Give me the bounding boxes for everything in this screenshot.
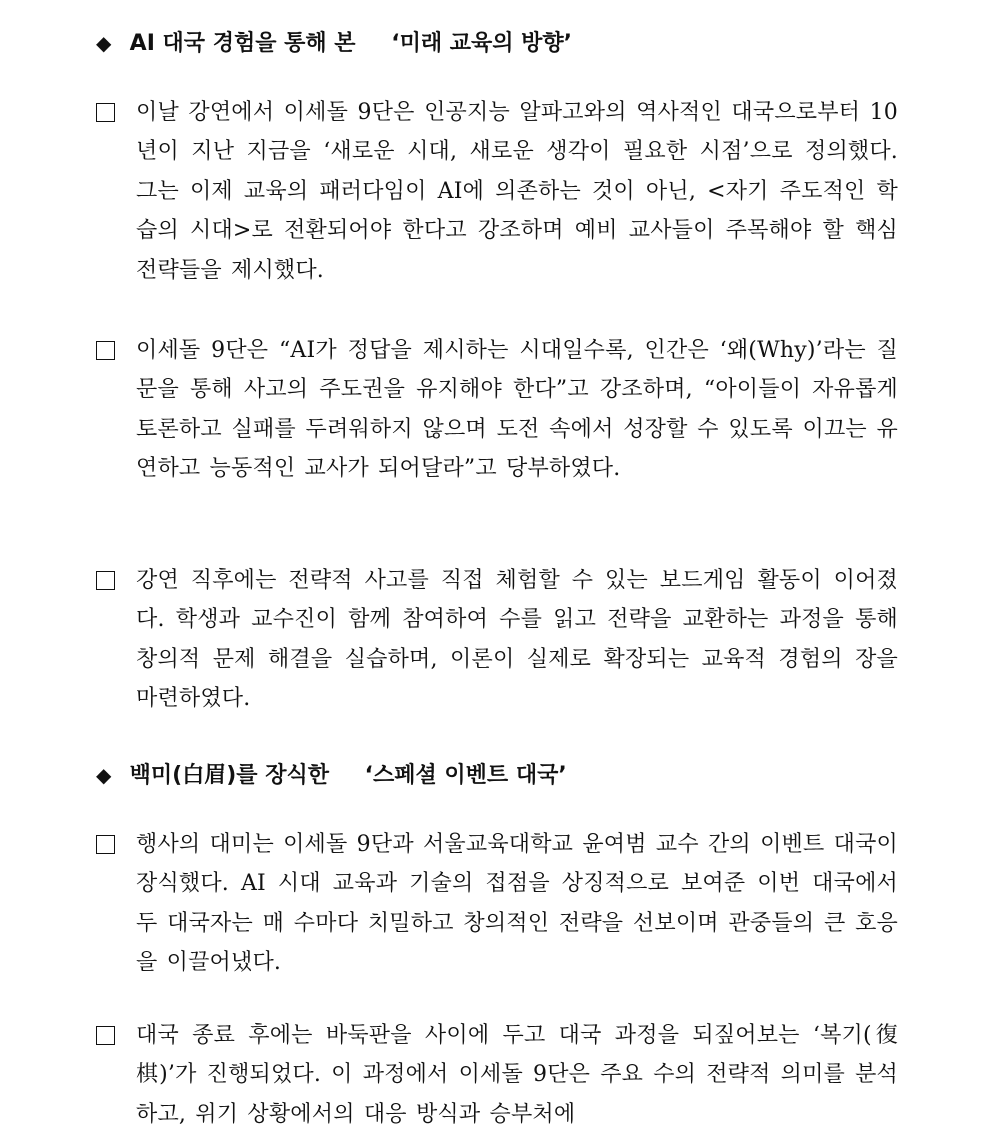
paragraph-text: 행사의 대미는 이세돌 9단과 서울교육대학교 윤여범 교수 간의 이벤트 대국이 장식했다. AI 시대 교육과 기술의 접점을 상징적으로 보여준 이번 대국에서 두 대국자는 매 수마다 치밀하고 창의적인 전략을 선보이며 관중들의 큰 호응을 이끌어냈다. <box>136 832 898 976</box>
heading-quote: ‘스페셜 이벤트 대국’ <box>364 763 567 788</box>
diamond-bullet-icon: ◆ <box>96 31 112 55</box>
paragraph-board-game <box>96 561 898 719</box>
checkbox-bullet-icon <box>96 835 115 854</box>
section-heading-ai-education <box>96 28 572 59</box>
paragraph-game-review <box>96 1016 898 1134</box>
paragraph-text: 이날 강연에서 이세돌 9단은 인공지능 알파고와의 역사적인 대국으로부터 10년이 지난 지금을 ‘새로운 시대, 새로운 생각이 필요한 시점’으로 정의했다. 그는 이제 교육의 패러다임이 AI에 의존하는 것이 아닌, <자기 주도적인 학습의 시대>로 전환되어야 한다고 강조하며 예비 교사들이 주목해야 할 핵심 전략들을 제시했다. <box>136 100 898 283</box>
checkbox-bullet-icon <box>96 571 115 590</box>
checkbox-bullet-icon <box>96 103 115 122</box>
heading-title: AI 대국 경험을 통해 본 <box>129 31 356 56</box>
checkbox-bullet-icon <box>96 1026 115 1045</box>
paragraph-text: 강연 직후에는 전략적 사고를 직접 체험할 수 있는 보드게임 활동이 이어졌다. 학생과 교수진이 함께 참여하여 수를 읽고 전략을 교환하는 과정을 통해 창의적 문제 해결을 실습하며, 이론이 실제로 확장되는 교육적 경험의 장을 마련하였다. <box>136 568 898 712</box>
checkbox-bullet-icon <box>96 341 115 360</box>
paragraph-why-question <box>96 331 898 489</box>
paragraph-text: 이세돌 9단은 “AI가 정답을 제시하는 시대일수록, 인간은 ‘왜(Why)’라는 질문을 통해 사고의 주도권을 유지해야 한다”고 강조하며, “아이들이 자유롭게 토론하고 실패를 두려워하지 않으며 도전 속에서 성장할 수 있도록 이끄는 유연하고 능동적인 교사가 되어달라”고 당부하였다. <box>136 338 898 482</box>
paragraph-event-match <box>96 825 898 983</box>
heading-title: 백미(白眉)를 장식한 <box>129 763 329 788</box>
paragraph-text: 대국 종료 후에는 바둑판을 사이에 두고 대국 과정을 되짚어보는 ‘복기(復棋)’가 진행되었다. 이 과정에서 이세돌 9단은 주요 수의 전략적 의미를 분석하고, 위기 상황에서의 대응 방식과 승부처에 <box>136 1023 898 1127</box>
paragraph-lecture-summary <box>96 93 898 290</box>
section-heading-special-event <box>96 760 567 791</box>
heading-quote: ‘미래 교육의 방향’ <box>391 31 573 56</box>
diamond-bullet-icon: ◆ <box>96 763 112 787</box>
